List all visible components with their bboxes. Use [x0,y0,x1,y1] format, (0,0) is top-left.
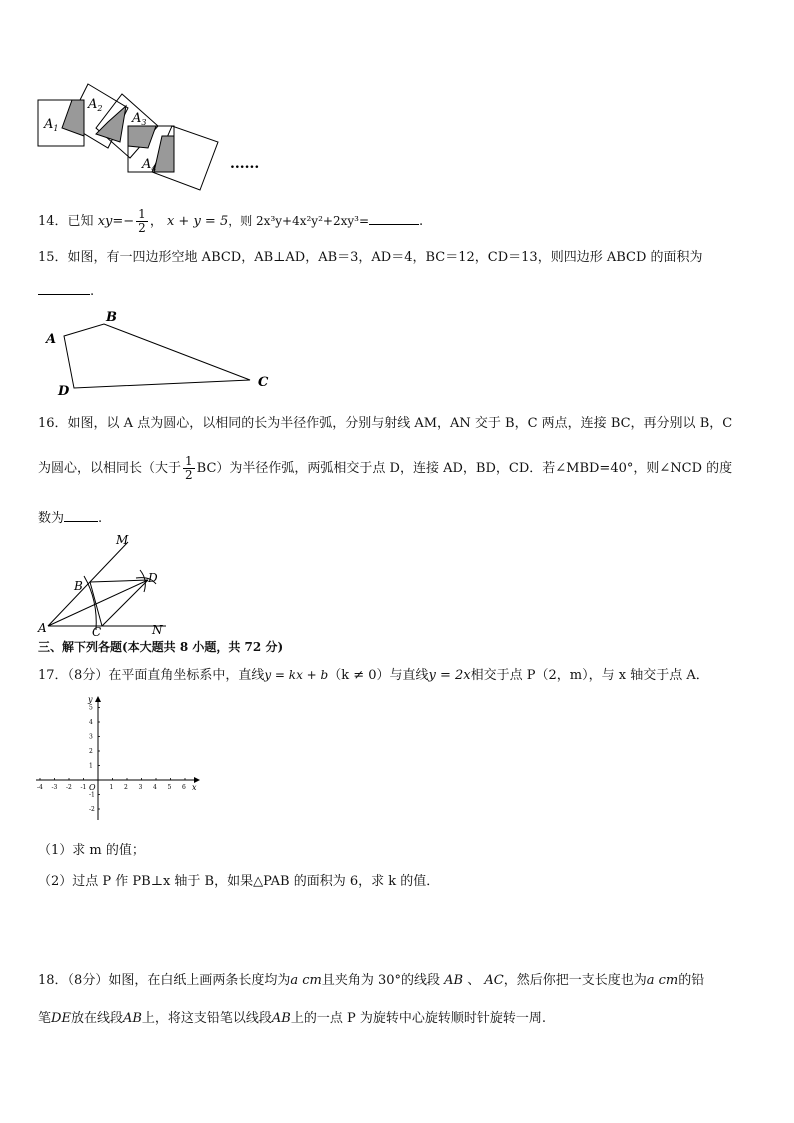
q14-fraction: $\frac{1}{2}$ [138,207,146,235]
segment-cd [102,580,148,626]
y-tick-label: 5 [89,704,93,712]
label-a4: $A_4$ [142,157,157,173]
q18-length-1: a cm [290,973,322,988]
q17-line-2x: y = 2x [428,668,471,683]
x-tick-label: -4 [37,784,43,791]
label-c16: C [92,625,102,639]
x-axis-label: x [192,783,197,792]
x-tick-label: -2 [66,784,72,791]
x-tick-label: -1 [80,784,87,791]
y-tick-label: -2 [89,806,95,813]
question-16-line1: 16．如图，以 A 点为圆心，以相同的长为半径作弧，分别与射线 AM，AN 交于 B，C 两点，连接 BC，再分别以 B，C [38,416,733,431]
label-a1: $A_1$ [44,117,59,133]
y-axis-label: y [88,695,93,704]
x-tick-label: 2 [124,784,128,791]
x-tick-label: 5 [167,784,172,791]
q14-answer-blank [369,212,419,225]
question-18-line2: 笔DE放在线段AB上，将这支铅笔以线段AB上的一点 P 为旋转中心旋转顺时针旋转一周. [38,1011,547,1026]
y-tick-label: 4 [89,719,93,726]
x-tick-label: -3 [51,784,58,791]
y-axis-arrow [95,696,101,702]
segment-bd [90,580,148,582]
quadrilateral-abcd [64,324,250,388]
arc-d [140,570,145,592]
label-d16: D [148,571,158,585]
label-c: C [258,375,269,390]
q16-fraction: $\frac{1}{2}$ [185,454,193,482]
y-tick-label: 2 [89,748,93,755]
y-tick-label: -1 [89,791,95,799]
x-tick-label: 1 [109,784,114,791]
question-16-line2: 为圆心，以相同长（大于 $\frac{1}{2}$ BC）为半径作弧，两弧相交于点 D，连接 AD，BD，CD．若∠MBD=40°，则∠NCD 的度 [38,454,733,482]
label-b16: B [74,579,83,593]
segment-ad [48,580,148,626]
question-16-line3: 数为 . [38,511,103,526]
question-14 [38,208,423,235]
ellipsis: ...... [230,156,260,172]
label-a: A [46,332,57,347]
question-17: 17．（8分）在平面直角坐标系中，直线y = kx + b（k ≠ 0）与直线y = 2x相交于点 P（2，m），与 x 轴交于点 A． [38,668,709,683]
question-18-line1: 18．（8分）如图，在白纸上画两条长度均为a cm且夹角为 30°的线段 AB 、 AC，然后你把一支长度也为a cm的铅 [38,973,705,988]
question-15: 15．如图，有一四边形空地 ABCD，AB⊥AD，AB＝3，AD＝4，BC＝12，CD＝13，则四边形 ABCD 的面积为 [38,250,703,265]
q17-part-1: （1）求 m 的值； [38,843,145,858]
x-tick-label: 6 [182,784,186,791]
rotating-squares-figure [30,78,270,198]
q14-comma: ， [149,214,163,229]
q14-sum: x + y = 5 [166,214,229,229]
q14-end: . [419,214,424,229]
y-tick-label: 1 [89,762,93,770]
quadrilateral-abcd-figure [38,306,278,398]
q14-xy: xy [97,214,113,229]
label-a3: $A_3$ [132,111,147,127]
q15-answer-blank [38,282,90,295]
origin-label: O [89,783,96,792]
angle-bisector-figure [36,532,176,640]
coordinate-axes-figure [32,692,202,824]
section-heading: 三、解下列各题(本大题共 8 小题，共 72 分) [38,640,284,654]
q17-line-equation: y = kx + b [264,668,329,682]
label-a2: $A_2$ [88,97,103,113]
x-tick-label: 3 [138,784,143,791]
q18-length-2: a cm [646,973,679,988]
label-d: D [58,384,70,398]
q14-eq: =− [112,214,135,229]
label-a16: A [38,621,47,635]
q14-prefix: 14．已知 [38,214,94,229]
shaded-region-1 [62,100,84,136]
label-m: M [116,533,129,547]
q16-answer-blank [64,509,98,522]
q15-answer-line: . [38,282,94,301]
q14-expression: ，则 2x³y+4x²y²+2xy³= [228,214,370,228]
y-tick-label: 3 [89,733,93,741]
shaded-region-4 [154,136,174,172]
label-n: N [152,623,163,637]
shaded-region-3 [128,126,156,148]
label-b: B [106,310,117,325]
q17-part-2: （2）过点 P 作 PB⊥x 轴于 B，如果△PAB 的面积为 6，求 k 的值． [38,874,440,889]
x-tick-label: 4 [153,784,157,791]
